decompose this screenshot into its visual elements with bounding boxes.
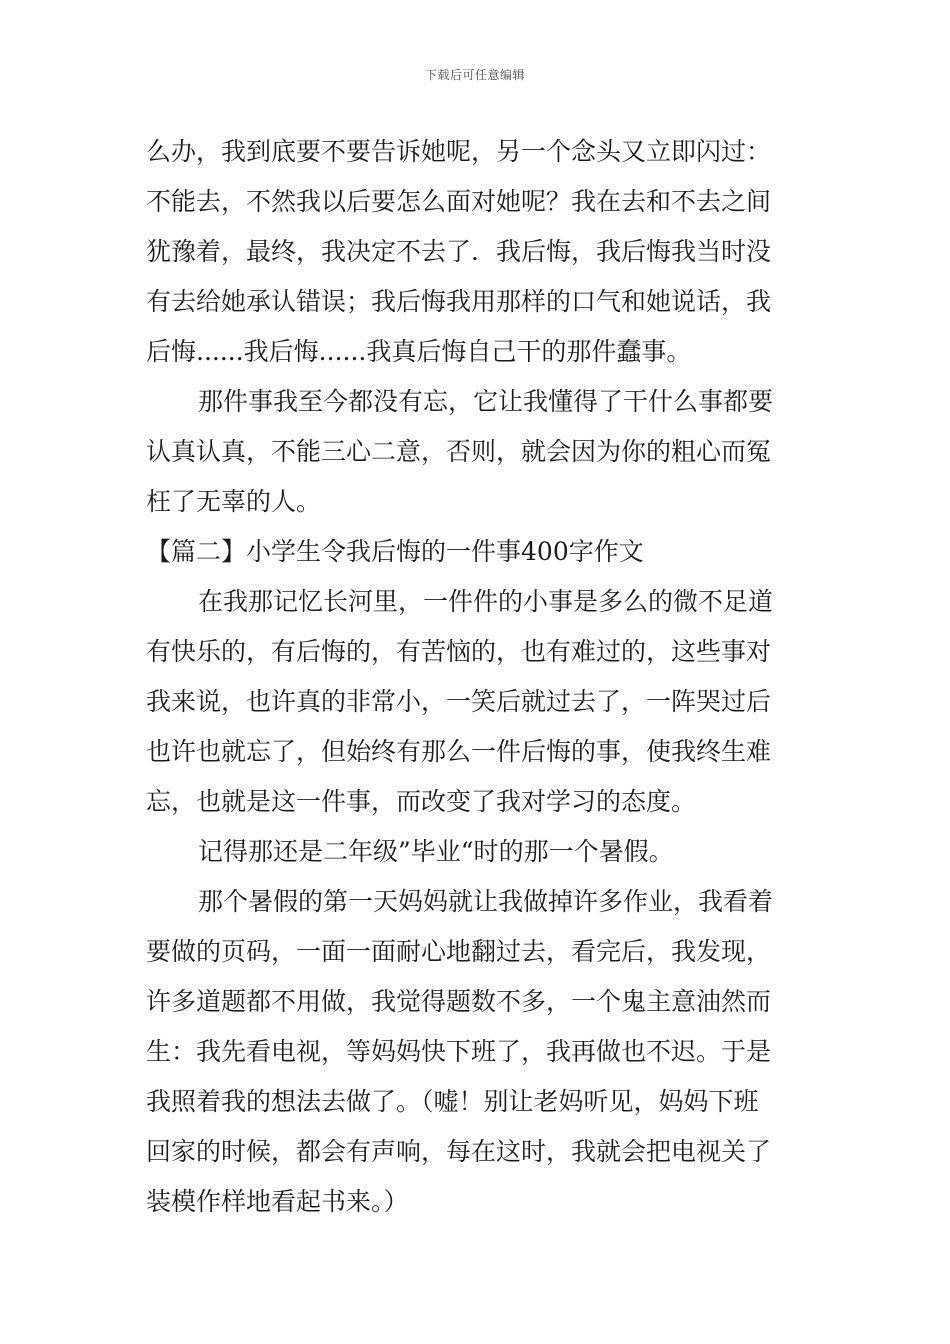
page-header: 下载后可任意编辑	[424, 68, 525, 82]
section-heading: 【篇二】小学生令我后悔的一件事400字作文	[146, 537, 644, 566]
text-line: 我来说，也许真的非常小，一笑后就过去了，一阵哭过后	[146, 687, 772, 716]
text-line: 枉了无辜的人。	[146, 487, 322, 516]
text-line: 犹豫着，最终，我决定不去了．我后悔，我后悔我当时没	[146, 237, 772, 266]
paragraph-start-line: 那件事我至今都没有忘，它让我懂得了干什么事都要	[198, 387, 774, 416]
text-line: 许多道题都不用做，我觉得题数不多，一个鬼主意油然而	[146, 987, 772, 1016]
text-line: 忘，也就是这一件事，而改变了我对学习的态度。	[146, 787, 697, 816]
paragraph-start-line: 那个暑假的第一天妈妈就让我做掉许多作业，我看着	[198, 887, 774, 916]
text-line: 也许也就忘了，但始终有那么一件后悔的事，使我终生难	[146, 737, 772, 766]
text-line: 不能去，不然我以后要怎么面对她呢？我在去和不去之间	[146, 187, 772, 216]
paragraph-start-line: 记得那还是二年级”毕业“时的那一个暑假。	[198, 837, 674, 866]
document-body	[146, 127, 806, 1227]
text-line: 回家的时候，都会有声响，每在这时，我就会把电视关了	[146, 1137, 772, 1166]
text-line: 认真认真，不能三心二意，否则，就会因为你的粗心而冤	[146, 437, 772, 466]
text-line: 后悔......我后悔......我真后悔自己干的那件蠢事。	[146, 337, 692, 366]
text-line: 有去给她承认错误；我后悔我用那样的口气和她说话，我	[146, 287, 772, 316]
paragraph-start-line: 在我那记忆长河里，一件件的小事是多么的微不足道	[198, 587, 774, 616]
text-line: 装模作样地看起书来。）	[146, 1187, 409, 1216]
text-line: 有快乐的，有后悔的，有苦恼的，也有难过的，这些事对	[146, 637, 772, 666]
text-line: 么办，我到底要不要告诉她呢，另一个念头又立即闪过：	[146, 137, 772, 166]
text-line: 生：我先看电视，等妈妈快下班了，我再做也不迟。于是	[146, 1037, 772, 1066]
text-line: 我照着我的想法去做了。（嘘！别让老妈听见，妈妈下班	[146, 1087, 759, 1116]
text-line: 要做的页码，一面一面耐心地翻过去，看完后，我发现，	[146, 937, 772, 966]
